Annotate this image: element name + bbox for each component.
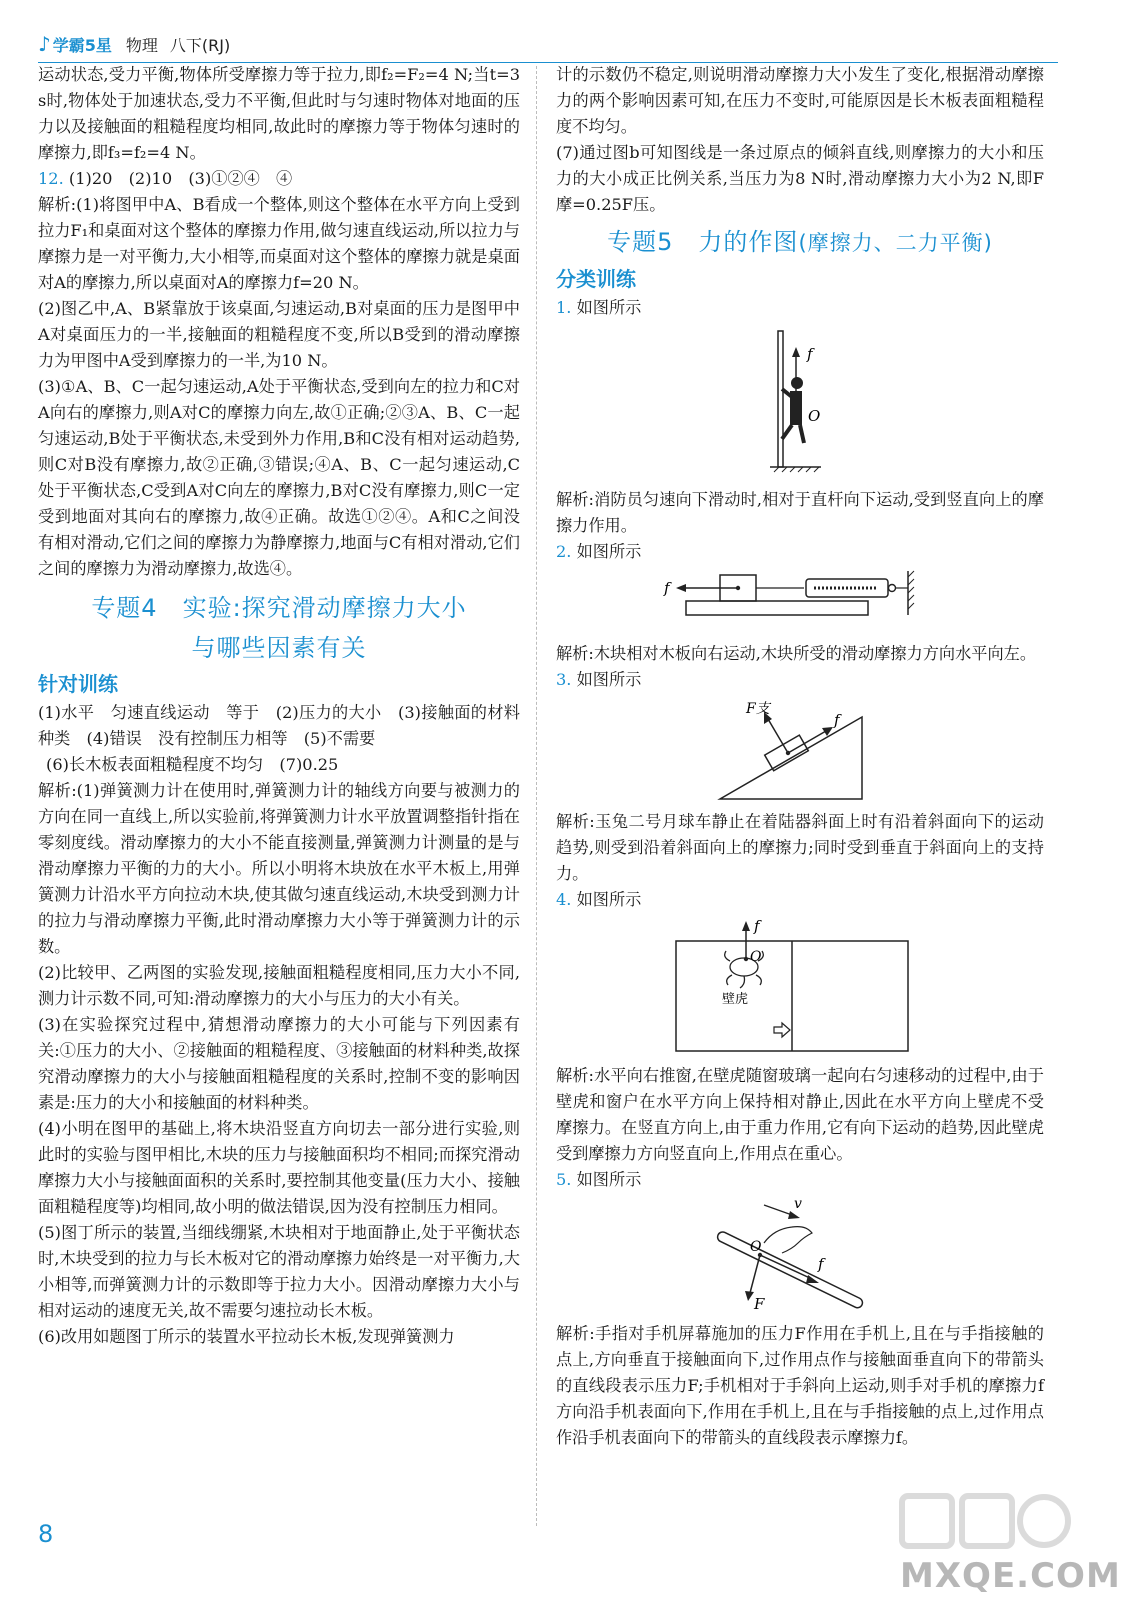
question-5 bbox=[556, 1167, 1044, 1193]
answers: (6)长木板表面粗糙程度不均匀 (7)0.25 bbox=[46, 755, 339, 774]
explanation: 解析:木块相对木板向右运动,木块所受的滑动摩擦力方向水平向左。 bbox=[556, 644, 1037, 663]
friction-arrow-head bbox=[676, 584, 686, 592]
force-label-f: f bbox=[664, 579, 670, 597]
board bbox=[686, 601, 868, 615]
explanation: (4)小明在图甲的基础上,将木块沿竖直方向切去一部分进行实验,则此时的实验与图甲相比,木块的压力与接触面积均不相同;而探究滑动摩擦力大小与接触面面积的关系时,要控制其他变量(压力大小、接触面粗糙程度等)均相同,故小明的做法错误,因为没有控制压力相同。 bbox=[38, 1119, 520, 1216]
answers: (1)水平 匀速直线运动 等于 (2)压力的大小 (3)接触面的材料种类 (4)错误 没有控制压力相等 (5)不需要 bbox=[38, 703, 520, 748]
velocity-arrow-head bbox=[788, 1211, 800, 1219]
pole bbox=[778, 331, 783, 467]
question-label: 如图所示 bbox=[576, 298, 642, 317]
figure-5-svg bbox=[556, 1197, 1044, 1315]
question-number: 5. bbox=[556, 1170, 572, 1189]
explanation: (2)图乙中,A、B紧靠放于该桌面,匀速运动,B对桌面的压力是图甲中A对桌面压力的一半,接触面的粗糙程度不变,所以B受到的滑动摩擦力为甲图中A受到摩擦力的一半,为10 N。 bbox=[38, 299, 520, 370]
force-label-f: f bbox=[818, 1255, 824, 1273]
figure-4-svg bbox=[556, 917, 1044, 1057]
question-number: 3. bbox=[556, 670, 572, 689]
left-column bbox=[38, 62, 520, 1350]
velocity-arrow-line bbox=[764, 1205, 792, 1215]
explanation: 解析:玉兔二号月球车静止在着陆器斜面上时有沿着斜面向下的运动趋势,则受到沿着斜面向上的摩擦力;同时受到垂直于斜面向上的支持力。 bbox=[556, 812, 1044, 883]
figure-1-svg bbox=[556, 325, 1044, 481]
question-3 bbox=[556, 667, 1044, 693]
brand bbox=[38, 32, 112, 56]
question-4 bbox=[556, 887, 1044, 913]
explanation: 解析:(1)将图甲中A、B看成一个整体,则这个整体在水平方向上受到拉力F₁和桌面对这个整体的摩擦力作用,做匀速直线运动,所以拉力与摩擦力是一对平衡力,大小相等,而桌面对这个整体的摩擦力就是桌面对A的摩擦力,所以桌面对A的摩擦力f=20 N。 bbox=[38, 195, 520, 292]
question-label: 如图所示 bbox=[576, 1170, 642, 1189]
scale-hook bbox=[889, 585, 896, 592]
explanation: (6)改用如题图丁所示的装置水平拉动长木板,发现弹簧测力 bbox=[38, 1327, 455, 1346]
question-1 bbox=[556, 295, 1044, 321]
topic-4-title-line2: 与哪些因素有关 bbox=[191, 634, 367, 662]
incline bbox=[720, 717, 862, 799]
topic-4-subheading: 针对训练 bbox=[38, 672, 118, 696]
right-column bbox=[556, 62, 1044, 1451]
point-label-o: O bbox=[750, 949, 762, 965]
question-label: 如图所示 bbox=[576, 542, 642, 561]
wall-hatch bbox=[908, 571, 914, 609]
topic-4-title-line1: 专题4 实验:探究滑动摩擦力大小 bbox=[91, 594, 467, 622]
explanation: (3)在实验探究过程中,猜想滑动摩擦力的大小可能与下列因素有关:①压力的大小、②接触面的粗糙程度、③接触面的材料种类,故探究滑动摩擦力的大小与接触面粗糙程度的关系时,控制不变的影响因素是:压力的大小和接触面的材料种类。 bbox=[38, 1015, 520, 1112]
question-number: 12. bbox=[38, 169, 64, 188]
question-2 bbox=[556, 539, 1044, 565]
point-label-o: O bbox=[808, 407, 821, 425]
paragraph: (7)通过图b可知图线是一条过原点的倾斜直线,则摩擦力的大小和压力的大小成正比例关系,当压力为8 N时,滑动摩擦力大小为2 N,即F摩=0.25F压。 bbox=[556, 143, 1044, 214]
friction-arrow-head bbox=[806, 1275, 819, 1283]
brand-logo-icon: ♪ bbox=[38, 32, 51, 56]
force-label-f: f bbox=[754, 917, 760, 935]
question-label: 如图所示 bbox=[576, 890, 642, 909]
point-label-o: O bbox=[750, 1239, 762, 1255]
figure-1 bbox=[556, 325, 1044, 481]
firefighter-figure bbox=[782, 377, 804, 443]
friction-arrow-head bbox=[792, 347, 800, 357]
figure-5 bbox=[556, 1197, 1044, 1315]
velocity-label-v: v bbox=[794, 1196, 802, 1212]
finger bbox=[764, 1227, 812, 1253]
figure-2-svg bbox=[556, 569, 1044, 635]
gecko-label: 壁虎 bbox=[722, 992, 749, 1007]
brand-name: 学霸5星 bbox=[52, 35, 112, 55]
subject: 物理 bbox=[125, 35, 158, 55]
page-header bbox=[38, 30, 242, 58]
page-number: 8 bbox=[38, 1520, 54, 1548]
force-label-f: f bbox=[834, 711, 840, 729]
phone bbox=[716, 1230, 864, 1309]
explanation: 解析:(1)弹簧测力计在使用时,弹簧测力计的轴线方向要与被测力的方向在同一直线上,所以实验前,将弹簧测力计水平放置调整指针指在零刻度线。滑动摩擦力的大小不能直接测量,弹簧测力计测量的是与滑动摩擦力平衡的力的大小。所以小明将木块放在水平木板上,用弹簧测力计沿水平方向拉动木块,使其做匀速直线运动,木块受到测力计的拉力与滑动摩擦力平衡,此时滑动摩擦力大小等于弹簧测力计的示数。 bbox=[38, 781, 520, 956]
figure-4 bbox=[556, 917, 1044, 1057]
question-number: 1. bbox=[556, 298, 572, 317]
pressure-arrow-line bbox=[750, 1255, 760, 1293]
figure-3-svg bbox=[556, 697, 1044, 803]
explanation: 解析:消防员匀速向下滑动时,相对于直杆向下运动,受到竖直向上的摩擦力作用。 bbox=[556, 490, 1044, 535]
question-number: 4. bbox=[556, 890, 572, 909]
topic-5-subheading: 分类训练 bbox=[556, 267, 636, 291]
explanation: (3)①A、B、C一起匀速运动,A处于平衡状态,受到向左的拉力和C对A向右的摩擦力,则A对C的摩擦力向左,故①正确;②③A、B、C一起匀速运动,B处于平衡状态,未受到外力作用,B和C没有相对运动趋势,则C对B没有摩擦力,故②正确,③错误;④A、B、C一起匀速运动,C处于平衡状态,C受到A对C向左的摩擦力,B对C没有摩擦力,则C一定受到地面对其向右的摩擦力,故④正确。故选①②④。A和C之间没有相对滑动,它们之间的摩擦力为静摩擦力,地面与C有相对滑动,它们之间的摩擦力为滑动摩擦力,故选④。 bbox=[38, 377, 520, 578]
answer-text: (1)20 (2)10 (3)①②④ ④ bbox=[68, 169, 293, 188]
figure-2 bbox=[556, 569, 1044, 635]
topic-5-title-main: 专题5 力的作图 bbox=[607, 228, 799, 256]
topic-5-title bbox=[556, 222, 1044, 263]
paragraph: 计的示数仍不稳定,则说明滑动摩擦力大小发生了变化,根据滑动摩擦力的两个影响因素可知,在压力不变时,可能原因是长木板表面粗糙程度不均匀。 bbox=[556, 65, 1044, 136]
paragraph: 运动状态,受力平衡,物体所受摩擦力等于拉力,即f₂=F₂=4 N;当t=3 s时,物体处于加速状态,受力不平衡,但此时与匀速时物体对地面的压力以及接触面的粗糙程度均相同,故此时的摩擦力等于物体匀速时的摩擦力,即f₃=f₂=4 N。 bbox=[38, 65, 520, 162]
explanation: (2)比较甲、乙两图的实验发现,接触面粗糙程度相同,压力大小不同,测力计示数不同,可知:滑动摩擦力的大小与压力的大小有关。 bbox=[38, 963, 520, 1008]
friction-arrow-head bbox=[742, 921, 750, 931]
question-12-answer bbox=[38, 166, 520, 192]
explanation: 解析:手指对手机屏幕施加的压力F作用在手机上,且在与手指接触的点上,方向垂直于接触面向下,过作用点作与接触面垂直向下的带箭头的直线段表示压力F;手机相对于手斜向上运动,则手对手机的摩擦力f方向沿手机表面向下,作用在手机上,且在与手指接触的点上,过作用点作沿手机表面向下的带箭头的直线段表示摩擦力f。 bbox=[556, 1324, 1044, 1447]
force-label-F: F bbox=[754, 1295, 765, 1313]
friction-arrow-line bbox=[760, 1255, 812, 1279]
topic-5-title-sub: (摩擦力、二力平衡) bbox=[798, 231, 993, 255]
explanation: (5)图丁所示的装置,当细线绷紧,木块相对于地面静止,处于平衡状态时,木块受到的拉力与长木板对它的滑动摩擦力始终是一对平衡力,大小相等,而弹簧测力计的示数即等于拉力大小。因滑动摩擦力大小与相对运动的速度无关,故不需要匀速拉动长木板。 bbox=[38, 1223, 520, 1320]
figure-3 bbox=[556, 697, 1044, 803]
watermark-text: MXQE.COM bbox=[900, 1556, 1121, 1596]
explanation: 解析:水平向右推窗,在壁虎随窗玻璃一起向右匀速移动的过程中,由于壁虎和窗户在水平方向上保持相对静止,因此在水平方向上壁虎不受摩擦力。在竖直方向上,由于重力作用,它有向下运动的趋势,因此壁虎受到摩擦力方向竖直向上,作用点在重心。 bbox=[556, 1066, 1044, 1163]
push-right-arrow-icon bbox=[774, 1023, 790, 1037]
pressure-arrow-head bbox=[745, 1291, 754, 1301]
force-label-f: f bbox=[807, 345, 813, 363]
column-divider bbox=[536, 66, 537, 1526]
question-number: 2. bbox=[556, 542, 572, 561]
grade: 八下(RJ) bbox=[169, 35, 231, 55]
question-label: 如图所示 bbox=[576, 670, 642, 689]
force-label-support: F支 bbox=[746, 701, 770, 717]
